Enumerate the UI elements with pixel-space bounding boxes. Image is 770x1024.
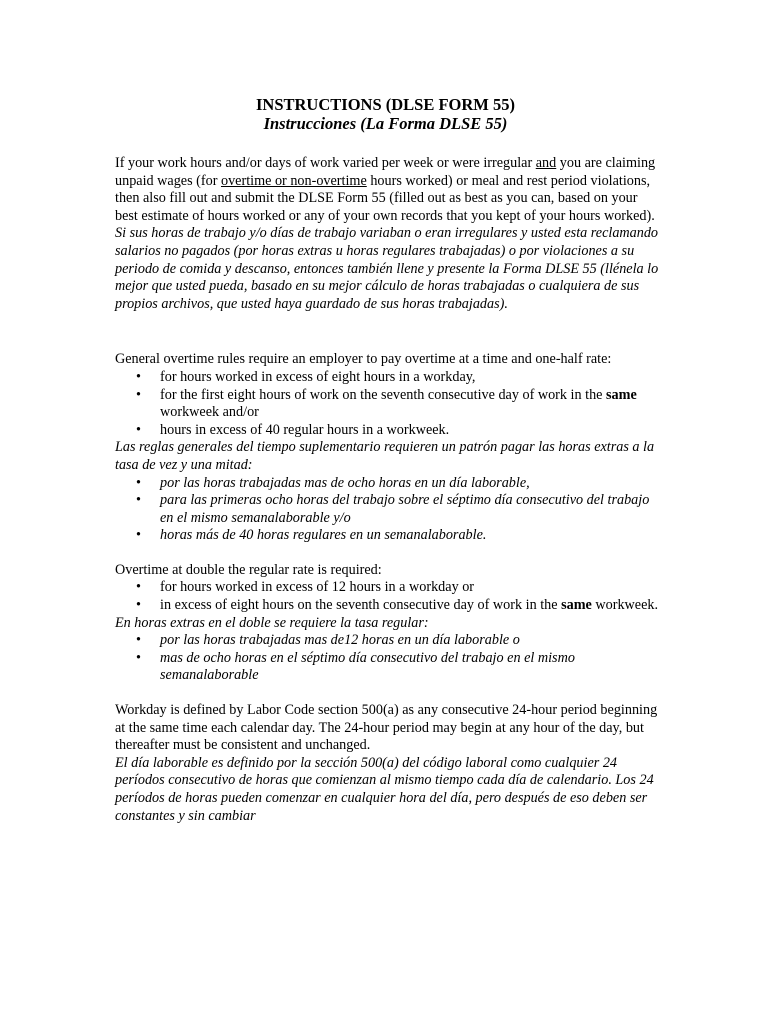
bullet-icon: • xyxy=(136,386,141,403)
list-item: • horas más de 40 horas regulares en un semanalaborable. xyxy=(136,527,487,544)
intro-paragraph xyxy=(115,155,660,313)
list-item: • por las horas trabajadas mas de ocho horas en un día laborable, xyxy=(136,474,530,491)
intro-text-1: If your work hours and/or days of work varied per week or were irregular xyxy=(115,155,536,171)
list-item: • hours in excess of 40 regular hours in a workweek. xyxy=(136,421,450,438)
bullet-icon: • xyxy=(136,474,141,491)
document-page xyxy=(115,95,660,825)
page-title: INSTRUCTIONS (DLSE FORM 55) xyxy=(256,95,515,114)
double-overtime-list xyxy=(115,579,660,614)
bullet-icon: • xyxy=(136,492,141,509)
bullet-icon: • xyxy=(136,527,141,544)
double-overtime-list-spanish xyxy=(115,632,660,685)
intro-and-underlined: and xyxy=(535,155,557,171)
list-item: • in excess of eight hours on the seventh consecutive day of work in the same workweek. xyxy=(136,597,659,614)
bullet-icon: • xyxy=(136,649,141,666)
intro-text-2: you are claiming unpaid wages (for xyxy=(115,155,656,189)
list-item: • mas de ocho horas en el séptimo día consecutivo del trabajo en el mismo semanalaborable xyxy=(136,649,575,684)
bullet-icon: • xyxy=(136,597,141,614)
general-overtime-list-spanish xyxy=(115,475,660,545)
general-overtime-list xyxy=(115,369,660,439)
workday-definition-spanish: El día laborable es definido por la sección 500(a) del código laboral como cualquier 24 períodos consecutivo de horas que comienzan al mismo tiempo cada día de calendario. Los 24 períodos de horas pueden comenzar en cualquier hora del día, pero después de eso deben ser constantes y sin cambiar xyxy=(115,754,654,824)
page-title-spanish: Instrucciones (La Forma DLSE 55) xyxy=(263,114,508,133)
list-item: • por las horas trabajadas mas de12 horas en un día laborable o xyxy=(136,632,520,649)
list-item: • para las primeras ocho horas del trabajo sobre el séptimo día consecutivo del trabajo en el mismo semanalaborable y/o xyxy=(136,492,650,526)
list-item: • for hours worked in excess of eight hours in a workday, xyxy=(136,368,476,385)
double-overtime-heading-spanish: En horas extras en el doble se requiere la tasa regular: xyxy=(115,614,429,631)
workday-definition: Workday is defined by Labor Code section 500(a) as any consecutive 24-hour period beginning at the same time each calendar day. The 24-hour period may begin at any hour of the day, but thereafter must be consistent and unchanged. xyxy=(115,702,658,754)
bullet-icon: • xyxy=(136,632,141,649)
intro-text-3: hours worked) or meal and rest period violations, then also fill out and submit the DLSE Form 55 (filled out as best as you can, based on your best estimate of hours worked or any of your own records that you kept of your hours worked). xyxy=(115,172,655,224)
list-item: • for hours worked in excess of 12 hours in a workday or xyxy=(136,579,475,596)
general-overtime-heading: General overtime rules require an employer to pay overtime at a time and one-half rate: xyxy=(115,351,612,368)
general-overtime-heading-spanish: Las reglas generales del tiempo suplementario requieren un patrón pagar las horas extras a la tasa de vez y una mitad: xyxy=(115,439,655,473)
bullet-icon: • xyxy=(136,421,141,438)
list-item: • for the first eight hours of work on the seventh consecutive day of work in the same workweek and/or xyxy=(136,386,637,421)
intro-spanish-text: Si sus horas de trabajo y/o días de trabajo variaban o eran irregulares y usted esta reclamando salarios no pagados (por horas extras u horas regulares trabajadas) o por violaciones a su periodo de comida y descanso, entonces también llene y presente la Forma DLSE 55 (llénela lo mejor que usted pueda, basado en su mejor cálculo de horas trabajadas o cualquiera de sus propios archivos, que usted haya guardado de sus horas trabajadas). xyxy=(115,225,659,312)
intro-overtime-underlined: overtime or non-overtime xyxy=(220,172,367,189)
bullet-icon: • xyxy=(136,579,141,596)
double-overtime-heading: Overtime at double the regular rate is required: xyxy=(115,561,382,578)
bullet-icon: • xyxy=(136,368,141,385)
title-block xyxy=(111,95,660,133)
